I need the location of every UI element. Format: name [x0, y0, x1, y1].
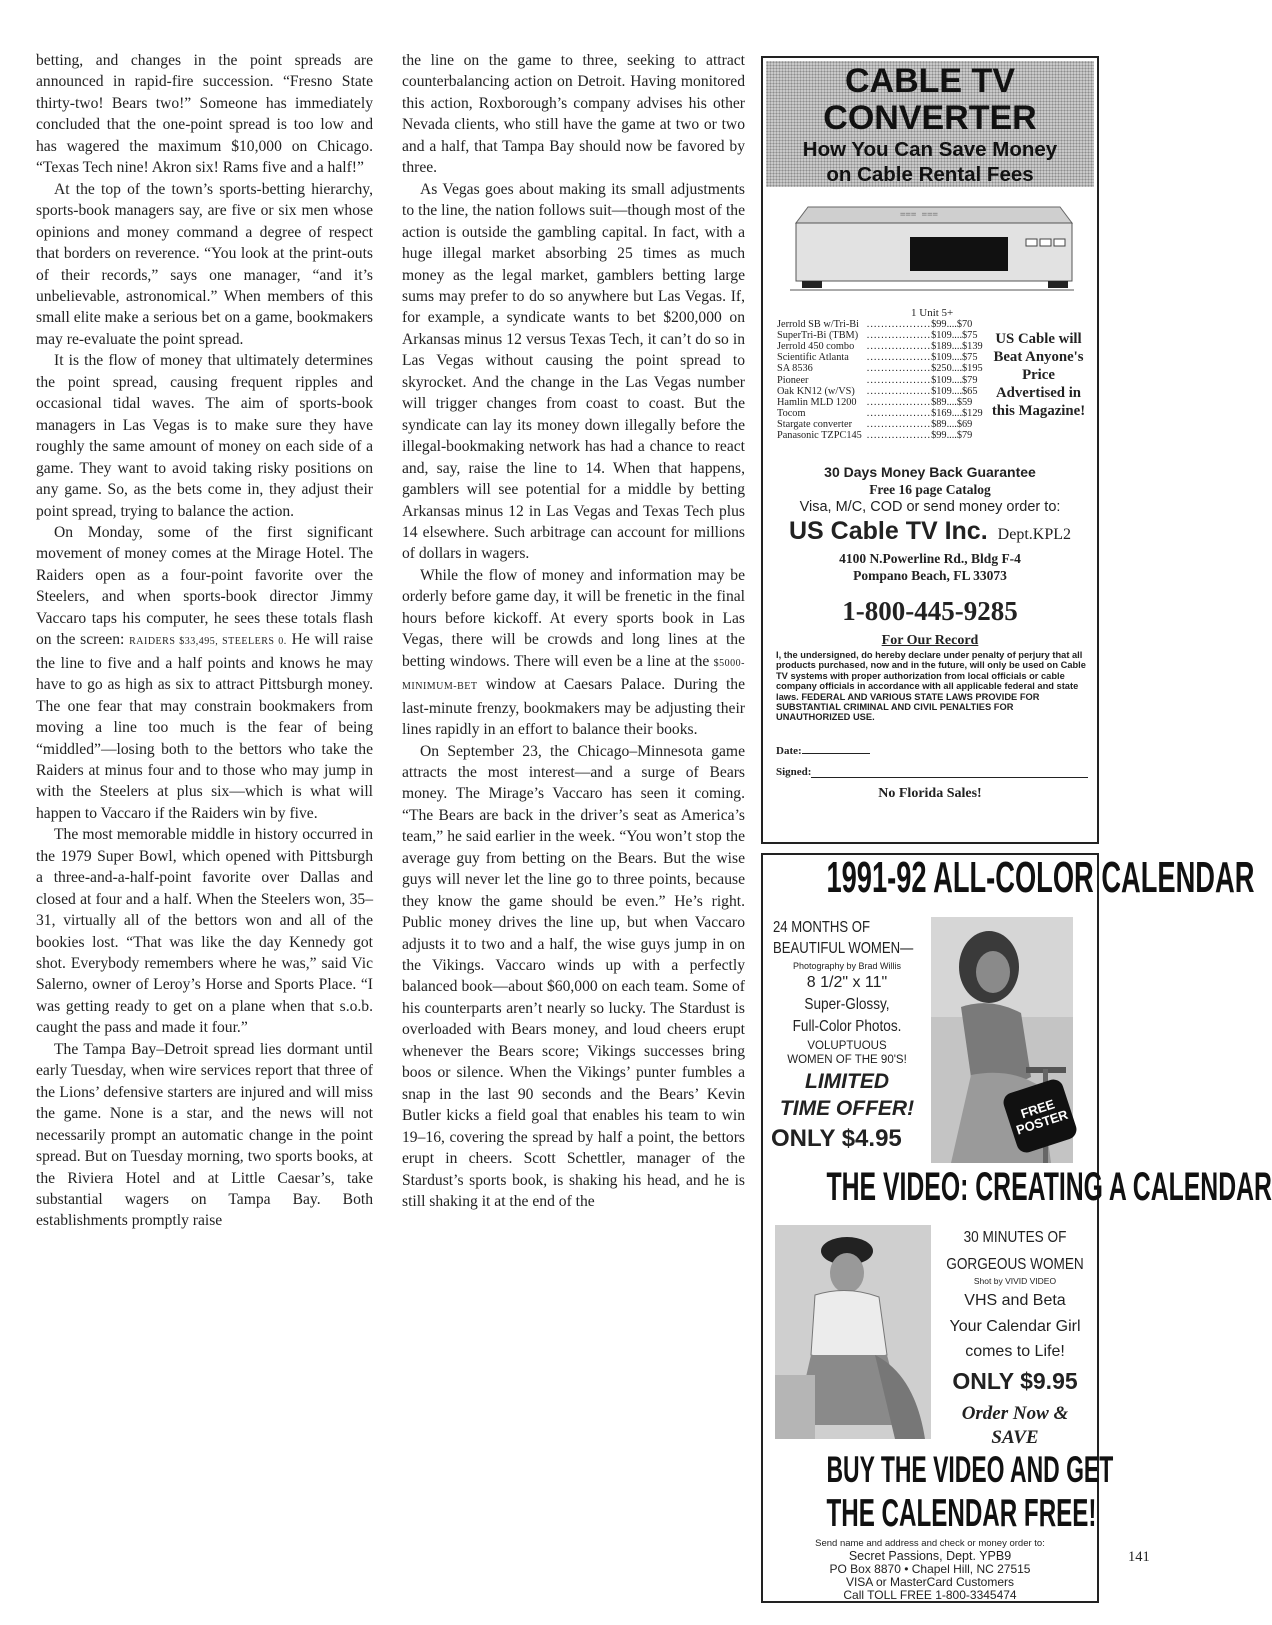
- women-90s-text: WOMEN OF THE 90'S!: [787, 1054, 907, 1066]
- article-paragraph: the line on the game to three, seeking to attract counterbalancing action on Detroit. Having monitored this action, Roxborough’s company advises his other Nevada clients, who still have the game at two or two and a half, that Tampa Bay should now be favored by three.: [402, 52, 745, 177]
- article-paragraph: At the top of the town’s sports-betting hierarchy, sports-book managers say, are five or six men whose opinions and money command a degree of respect that borders on reverence. “You look at the print-outs of their records,” says one manager, “and it’s unbelievable, astronomical.” When members of this small elite make a serious bet on a game, bookmakers may re-evaluate the point spread.: [36, 180, 373, 348]
- save-text: SAVE: [991, 1427, 1039, 1448]
- beat-line: US Cable will: [995, 331, 1082, 347]
- voluptuous-text: VOLUPTUOUS: [807, 1040, 887, 1052]
- price-row: Oak KN12 (w/VS) .................. $109....$65: [777, 385, 978, 397]
- po-box-line: PO Box 8870 • Chapel Hill, NC 27515: [829, 1562, 1031, 1576]
- date-field[interactable]: [776, 745, 870, 757]
- address-line-2: Pompano Beach, FL 33073: [853, 568, 1007, 583]
- price-row: Tocom .................. $169....$129: [777, 407, 983, 419]
- cable-converter-device-image: [790, 205, 1074, 295]
- cable-tv-ad: [761, 56, 1099, 844]
- small-caps-text: RAIDERS $33,495, STEELERS 0.: [129, 636, 287, 648]
- article-paragraph: As Vegas goes about making its small adjustments to the line, the nation follows suit—though most of the action is outside the gambling capital. In fact, with a huge illegal market absorbing 25 times as much money as the legal market, gamblers betting large sums may prefer to do so anywhere but Las Vegas. If, for example, a syndicate wants to bet $200,000 on Arkansas minus 12 versus Texas Tech, it can’t do so in Las Vegas without causing the point spread to skyrocket. And the change in the Las Vegas number will trigger changes from coast to coast. But the syndicate can lay its money down illegally before the illegal-bookmaking network has had a chance to react and, say, raise the line to 14. When that happens, gamblers will see potential for a middle by betting Arkansas minus 12 in Las Vegas and Texas Tech plus 14 elsewhere. Such arbitrage can account for millions of dollars in wagers.: [402, 180, 745, 563]
- guarantee-text: 30 Days Money Back Guarantee: [824, 464, 1036, 480]
- super-glossy: Super-Glossy,: [804, 996, 890, 1013]
- price-row: Pioneer .................. $109....$79: [777, 374, 978, 386]
- cable-subtitle-2: on Cable Rental Fees: [826, 163, 1034, 186]
- cal-line-1: 24 MONTHS OF: [773, 919, 870, 936]
- signed-label: Signed:: [776, 766, 812, 778]
- calendar-model-photo: [931, 917, 1073, 1163]
- beat-any-price-text: [981, 330, 1096, 420]
- video-shot-by: Shot by VIVID VIDEO: [973, 1276, 1057, 1286]
- buy-video-line-2: THE CALENDAR FREE!: [826, 1492, 1097, 1535]
- price-header: 1 Unit 5+: [911, 307, 954, 319]
- company-name: US Cable TV Inc.: [789, 517, 988, 545]
- video-headline: THE VIDEO: CREATING A CALENDAR: [826, 1165, 1272, 1209]
- video-line-6: comes to Life!: [965, 1343, 1065, 1360]
- address-line-1: 4100 N.Powerline Rd., Bldg F-4: [839, 551, 1021, 566]
- svg-text:=== ===: === ===: [900, 210, 938, 220]
- price-row: Jerrold 450 combo .................. $189....$139: [777, 341, 983, 353]
- article-paragraph: The most memorable middle in history occurred in the 1979 Super Bowl, which opened with Pittsburgh a three-and-a-half-point favorite over Dallas and closed at four and a half. When the Steelers won, 35–31, virtually all of the bettors won and all of the bookies lost. “That was like the day Kennedy got shot. Everybody remembers where he was,” said Vic Salerno, owner of Leroy’s Horse and Sports Place. “I was getting ready to get on a plane when that s.o.b. caught the pass and made it four.”: [36, 826, 373, 1037]
- converter-price-list: [777, 308, 987, 441]
- price-row: SuperTri-Bi (TBM) .................. $109....$75: [777, 330, 978, 342]
- date-label: Date:: [776, 745, 802, 757]
- article-paragraph: While the flow of money and information may be orderly before game day, it will be frenetic in the final hours before kickoff. At every sports book in Las Vegas, there will be crowds and long lines at the betting windows. There will even be a line at the $5000-MINIMUM-BET window at Caesars Palace. During the last-minute frenzy, bookmakers may be adjusting their lines rapidly in an effort to balance their books.: [402, 566, 745, 739]
- price-row: Scientific Atlanta .................. $109....$75: [777, 352, 978, 364]
- calendar-headline: 1991-92 ALL-COLOR CALENDAR: [826, 853, 1255, 902]
- beat-line: Beat Anyone's: [993, 349, 1084, 365]
- photographer-credit: Photography by Brad Willis: [792, 961, 902, 971]
- cable-ad-header: [766, 61, 1094, 187]
- time-offer-text: TIME OFFER!: [779, 1097, 915, 1120]
- video-line-2: GORGEOUS WOMEN: [946, 1256, 1084, 1273]
- phone-number: 1-800-445-9285: [842, 596, 1018, 626]
- record-title: For Our Record: [881, 633, 979, 648]
- cable-subtitle-1: How You Can Save Money: [802, 138, 1058, 161]
- price-row: Stargate converter .................. $89....$69: [777, 418, 973, 430]
- video-line-1: 30 MINUTES OF: [963, 1229, 1067, 1246]
- video-photo-image: [775, 1225, 931, 1439]
- company-line: [763, 517, 1097, 546]
- limited-text: LIMITED: [805, 1070, 889, 1093]
- small-caps-text: $5000-MINIMUM-BET: [402, 657, 745, 693]
- toll-free-line: Call TOLL FREE 1-800-3345474: [843, 1588, 1017, 1602]
- cal-line-2: BEAUTIFUL WOMEN—: [773, 940, 914, 957]
- beat-line: Advertised in: [995, 385, 1082, 401]
- article-paragraph: On September 23, the Chicago–Minnesota game attracts the most interest—and a surge of Bears money. The Mirage’s Vaccaro has seen it coming. “The Bears are back in the driver’s seat as America’s team,” he said earlier in the week. “You won’t stop the average guy from betting on the Bears. But the wise guys will never let the line go to three points, because they know the game should be even.” He’s right. Public money drives the line up, but when Vaccaro adjusts it to two and a half, the wise guys jump in on the Vikings. Vaccaro winds up with a perfectly balanced book—about $60,000 on each team. Some of his counterparts aren’t nearly so lucky. The Stardust is overloaded with Bears money, and loud cheers erupt whenever the Bears score; Vikings successes bring boos or silence. When the Vikings’ punter fumbles a snap in the last 90 seconds and the Bears’ Kevin Butler kicks a field goal that enables his team to win 19–16, covering the spread by half a point, the bettors erupt in cheers. Scott Schettler, manager of the Stardust’s sports book, is shaking his head, and he is still shaking it at the end of the: [402, 742, 745, 1211]
- article-paragraph: On Monday, some of the first significant movement of money comes at the Mirage Hotel. The Raiders open as a four-point favorite over the Steelers, and when sports-book director Jimmy Vaccaro taps his computer, he sees these totals flash on the screen: RAIDERS $33,495, STEELERS 0. He will raise the line to five and a half points and knows he may have to go as high as six to attract Pittsburgh money. The one fear that may constrain bookmakers from moving a line too much is the fear of being “middled”—losing both to the bettors who take the Raiders at minus four and to those who may jump in with the Steelers at plus six—which is what will happen to Vaccaro if the Raiders win by five.: [36, 523, 373, 822]
- calendar-price: ONLY $4.95: [771, 1125, 902, 1152]
- video-model-photo: [775, 1225, 931, 1439]
- video-price: ONLY $9.95: [952, 1368, 1078, 1394]
- payment-text: Visa, M/C, COD or send money order to:: [799, 499, 1061, 515]
- penalty-text: FEDERAL AND VARIOUS STATE LAWS PROVIDE FOR SUBSTANTIAL CRIMINAL AND CIVIL PENALTIES FOR UNAUTHORIZED USE.: [776, 691, 1040, 723]
- price-row: Hamlin MLD 1200 .................. $89....$59: [777, 396, 973, 408]
- visa-mastercard-line: VISA or MasterCard Customers: [845, 1575, 1015, 1589]
- article-column-2: [402, 50, 745, 1212]
- free-poster-badge: FREE POSTER: [1001, 1077, 1079, 1155]
- cable-title-2: CONVERTER: [823, 99, 1037, 137]
- send-instructions: Send name and address and check or money order to:: [815, 1538, 1045, 1549]
- article-paragraph: The Tampa Bay–Detroit spread lies dormant until early Tuesday, when wire services report that three of the Lions’ defensive starters are injured and will miss the game. None is a star, and the news will not necessarily prompt an automatic change in the point spread. But on Tuesday morning, two sports books, at the Riviera Hotel and at Little Caesar’s, take substantial wagers on Tampa Bay. Both establishments promptly raise: [36, 1040, 373, 1230]
- price-row: Jerrold SB w/Tri-Bi .................. $99....$70: [777, 319, 973, 331]
- declaration-text: I, the undersigned, do hereby declare under penalty of perjury that all products purchased, now and in the future, will only be used on Cable TV systems with proper authorization from local officials or cable company officials in accordance with all applicable federal and state laws.: [776, 650, 1086, 702]
- cable-title-1: CABLE TV: [845, 62, 1015, 100]
- catalog-text: Free 16 page Catalog: [869, 482, 991, 497]
- record-declaration: [776, 650, 1090, 723]
- article-paragraph: betting, and changes in the point spreads are announced in rapid-fire succession. “Fresno State thirty-two! Bears two!” Someone has immediately concluded that the one-point spread is too low and has wagered the maximum $10,000 on Chicago. “Texas Tech nine! Akron six! Rams five and a half!”: [36, 52, 373, 177]
- calendar-size: 8 1/2" x 11": [806, 974, 888, 991]
- no-florida-sales: No Florida Sales!: [878, 786, 982, 801]
- order-now-text: Order Now &: [961, 1403, 1069, 1424]
- full-color-photos: Full-Color Photos.: [792, 1018, 902, 1035]
- beat-line: this Magazine!: [991, 403, 1086, 419]
- dept-code: Dept.KPL2: [997, 526, 1071, 543]
- secret-passions-address: Secret Passions, Dept. YPB9: [848, 1549, 1012, 1563]
- price-row: Panasonic TZPC145 .................. $99....$79: [777, 430, 973, 442]
- beat-line: Price: [1022, 367, 1055, 383]
- video-line-5: Your Calendar Girl: [949, 1318, 1081, 1335]
- price-row: SA 8536 .................. $250....$195: [777, 363, 983, 375]
- article-paragraph: It is the flow of money that ultimately determines the point spread, causing frequent ripples and occasional tidal waves. The aim of sports-book managers in Las Vegas is to make sure they have roughly the same amount of money on each side of a game. They want to avoid taking risky positions on any game. So, as the bets come in, they adjust their point spread, trying to balance the action.: [36, 352, 373, 520]
- buy-video-line-1: BUY THE VIDEO AND GET: [826, 1449, 1114, 1490]
- signature-field[interactable]: [776, 766, 1088, 778]
- video-formats: VHS and Beta: [964, 1292, 1066, 1309]
- page-number: 141: [1128, 1549, 1150, 1565]
- article-column-1: [36, 50, 373, 1232]
